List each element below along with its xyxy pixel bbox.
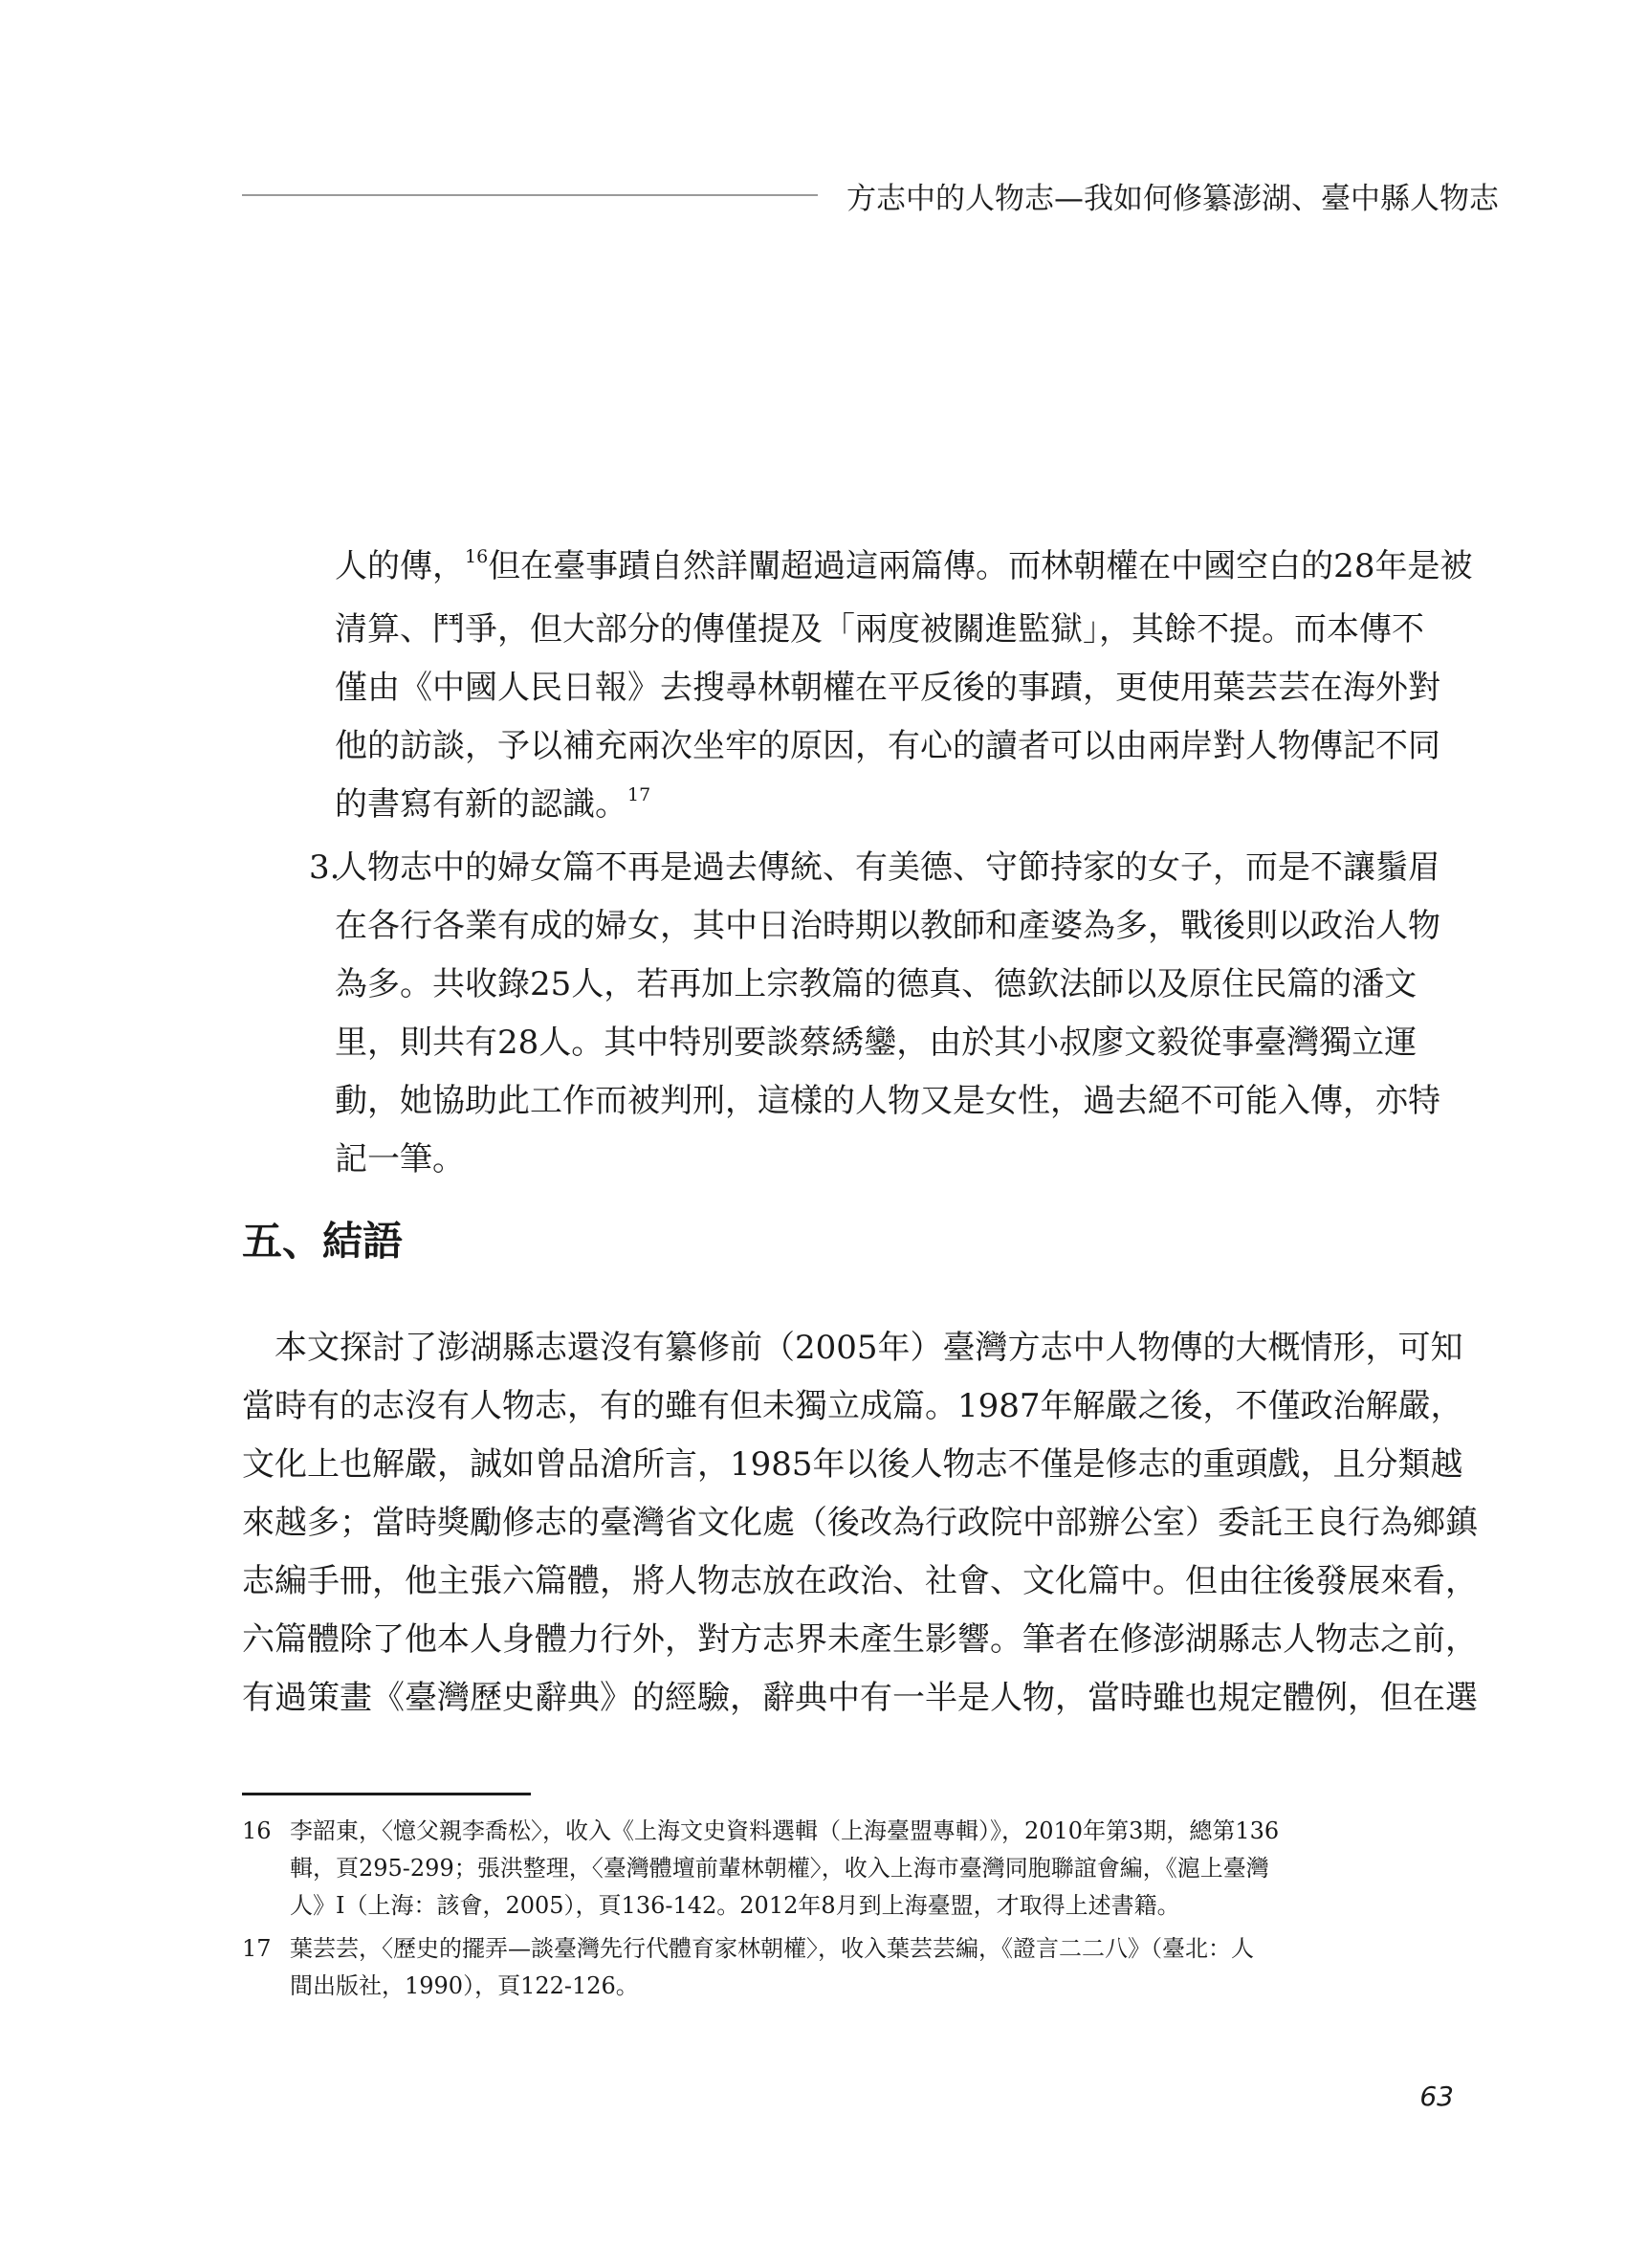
- text-line: 清算、鬥爭，但大部分的傳僅提及「兩度被關進監獄」，其餘不提。而本傳不: [335, 610, 1424, 649]
- page-number: 63: [1419, 2081, 1454, 2112]
- list-item-3: [309, 839, 1440, 1189]
- footnote-16: [242, 1813, 1441, 1925]
- footnote-line: 葉芸芸，〈歷史的擺弄—談臺灣先行代體育家林朝權〉，收入葉芸芸編，《證言二二八》（臺北：人: [290, 1935, 1254, 1962]
- footnote-line: 輯，頁295-299；張洪整理，〈臺灣體壇前輩林朝權〉，收入上海市臺灣同胞聯誼會編，《滬上臺灣: [290, 1855, 1269, 1882]
- footnote-number: 17: [242, 1935, 272, 1962]
- text-line: 本文探討了澎湖縣志還沒有纂修前（2005年）臺灣方志中人物傳的大概情形，可知: [242, 1329, 1463, 1367]
- text-line: 動，她協助此工作而被判刑，這樣的人物又是女性，過去絕不可能入傳，亦特: [335, 1082, 1440, 1120]
- text-line: 為多。共收錄25人，若再加上宗教篇的德真、德欽法師以及原住民篇的潘文: [335, 965, 1417, 1003]
- footnotes: [242, 1813, 1441, 2011]
- conclusion-paragraph: [242, 1319, 1478, 1728]
- header-rule: [242, 194, 818, 196]
- footnote-number: 16: [242, 1817, 272, 1844]
- text-line: 人物志中的婦女篇不再是過去傳統、有美德、守節持家的女子，而是不讓鬚眉: [335, 848, 1440, 887]
- footnote-line: 人》I（上海：該會，2005），頁136-142。2012年8月到上海臺盟，才取得上述書籍。: [290, 1892, 1180, 1919]
- footnote-divider: [242, 1793, 531, 1795]
- text-line: 文化上也解嚴，誠如曾品滄所言，1985年以後人物志不僅是修志的重頭戲，且分類越: [242, 1445, 1463, 1484]
- list-continuation: [309, 538, 1473, 1189]
- text-line: 里，則共有28人。其中特別要談蔡綉鑾，由於其小叔廖文毅從事臺灣獨立運: [335, 1024, 1417, 1062]
- text-line: 記一筆。: [335, 1140, 465, 1178]
- text-line: 六篇體除了他本人身體力行外，對方志界未產生影響。筆者在修澎湖縣志人物志之前，: [242, 1620, 1478, 1659]
- text-line: 他的訪談，予以補充兩次坐牢的原因，有心的讀者可以由兩岸對人物傳記不同: [335, 727, 1440, 765]
- text-line: 來越多；當時獎勵修志的臺灣省文化處（後改為行政院中部辦公室）委託王良行為鄉鎮: [242, 1504, 1478, 1542]
- list-item-continuation: [335, 538, 1473, 839]
- text-line: 僅由《中國人民日報》去搜尋林朝權在平反後的事蹟，更使用葉芸芸在海外對: [335, 669, 1440, 707]
- text-line: 當時有的志沒有人物志，有的雖有但未獨立成篇。1987年解嚴之後，不僅政治解嚴，: [242, 1387, 1463, 1425]
- section-title: 五、結語: [242, 1218, 404, 1265]
- footnote-ref-17[interactable]: 17: [627, 784, 651, 805]
- text-line: 的書寫有新的認識。$^{17}$: [335, 784, 651, 824]
- footnote-ref-16[interactable]: 16: [465, 546, 489, 567]
- list-number: 3.: [309, 848, 341, 887]
- footnote-line: 間出版社，1990），頁122-126。: [290, 1972, 639, 1999]
- text-line: 有過策畫《臺灣歷史辭典》的經驗，辭典中有一半是人物，當時雖也規定體例，但在選: [242, 1679, 1478, 1717]
- footnote-line: 李韶東，〈憶父親李喬松〉，收入《上海文史資料選輯（上海臺盟專輯）》，2010年第3期，總第136: [290, 1817, 1280, 1844]
- running-head: 方志中的人物志—我如何修纂澎湖、臺中縣人物志: [846, 182, 1499, 216]
- footnote-17: [242, 1930, 1441, 2005]
- text-line: 在各行各業有成的婦女，其中日治時期以教師和產婆為多，戰後則以政治人物: [335, 907, 1440, 945]
- text-line: 人的傳，$^{16}$但在臺事蹟自然詳闡超過這兩篇傳。而林朝權在中國空白的28年是被: [335, 546, 1473, 585]
- text-line: 志編手冊，他主張六篇體，將人物志放在政治、社會、文化篇中。但由往後發展來看，: [242, 1562, 1478, 1600]
